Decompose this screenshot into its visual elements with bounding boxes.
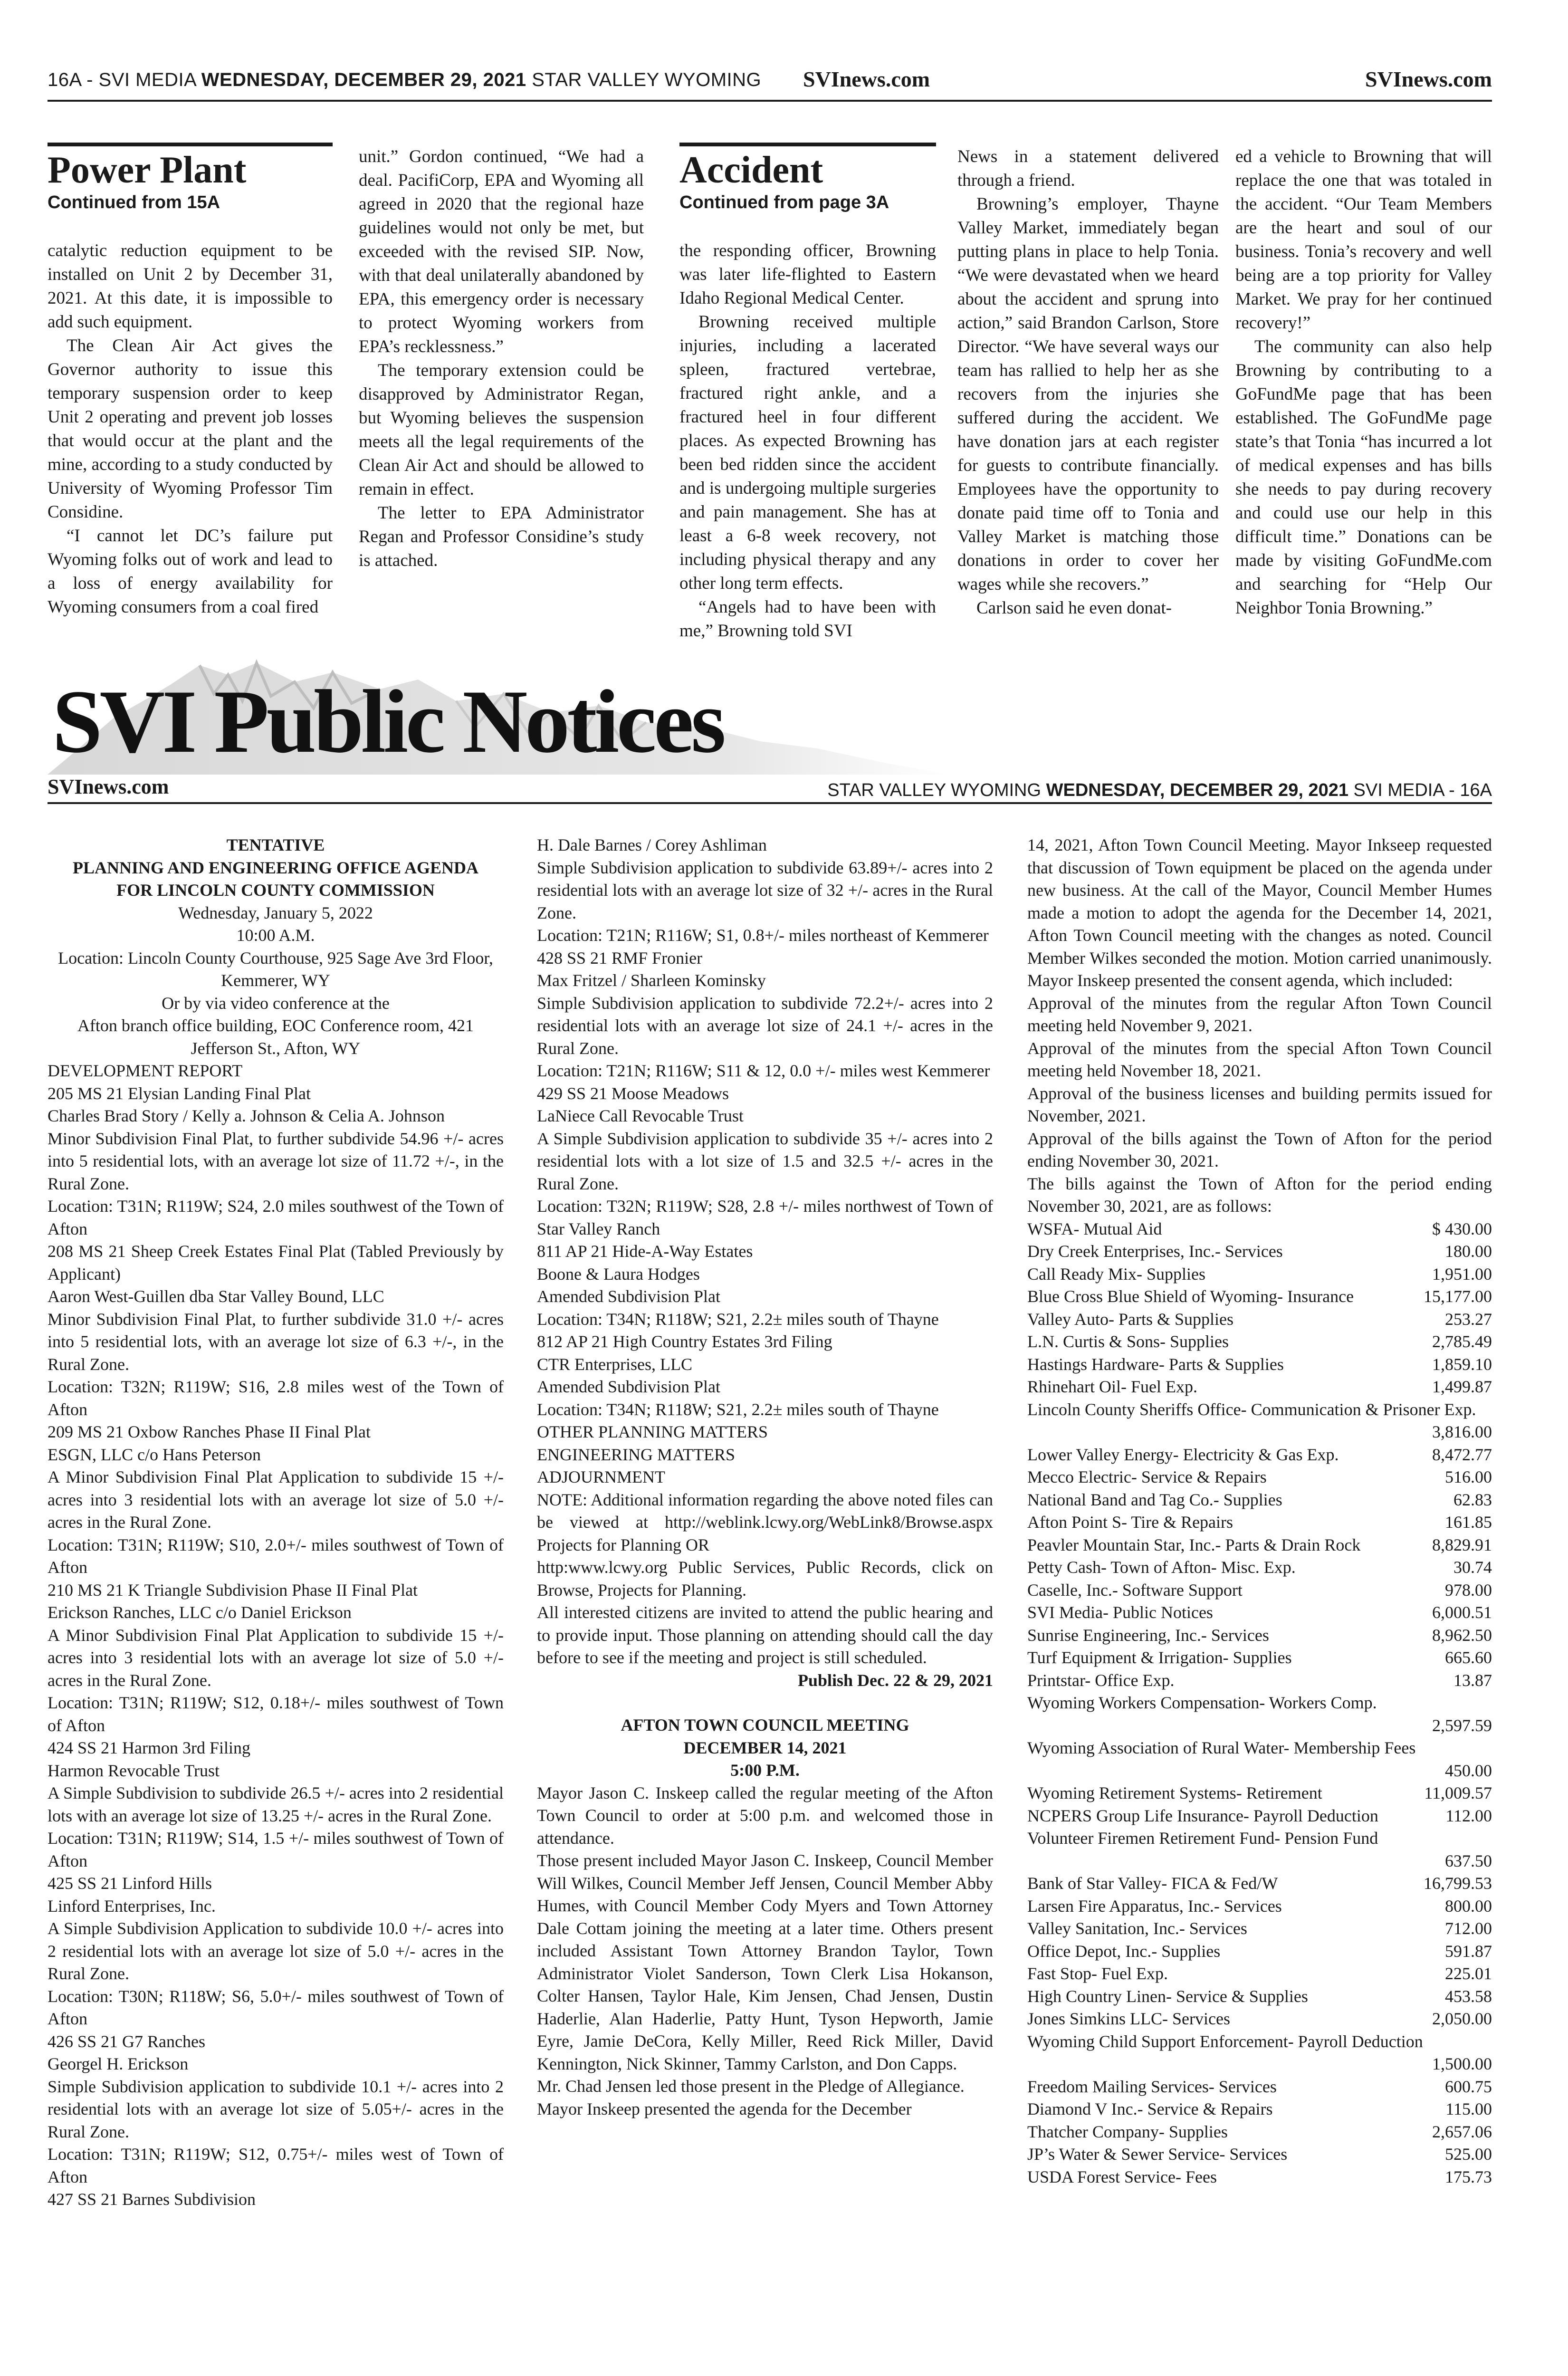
- notice-line: Linford Enterprises, Inc.: [48, 1896, 216, 1916]
- notice-line: Location: T32N; R119W; S28, 2.8 +/- miles northwest of Town of Star Valley Ranch: [537, 1197, 993, 1238]
- paragraph: ed a vehicle to Browning that will replace the one that was totaled in the accident. “Our Team Members are the heart and soul of our business. Tonia’s recovery and well being are a top priority for Valley Market. We pray for her continued recovery!”: [1235, 147, 1492, 333]
- bill-row: [1027, 1218, 1492, 1241]
- banner-dateline: [827, 780, 1492, 801]
- bill-payee: Diamond V Inc.- Service & Repairs: [1027, 2099, 1273, 2118]
- notice-line: The bills against the Town of Afton for the period ending November 30, 2021, are as follows:: [1027, 1174, 1492, 1216]
- bill-row: [1027, 1940, 1492, 1963]
- paragraph: The community can also help Browning by contributing to a GoFundMe page that has been established. The GoFundMe page state’s that Tonia “has incurred a lot of medical expenses and has bills she needs to pay during recovery and could use our help in this difficult time.” Donations can be made by visiting GoFundMe.com and searching for “Help Our Neighbor Tonia Browning.”: [1235, 337, 1492, 618]
- notice-line: 429 SS 21 Moose Meadows: [537, 1083, 729, 1103]
- bill-payee: Valley Sanitation, Inc.- Services: [1027, 1919, 1247, 1938]
- bill-amount: 1,500.00: [1432, 2054, 1492, 2073]
- bill-amount: 15,177.00: [1424, 1287, 1492, 1306]
- notice-line: A Minor Subdivision Final Plat Application to subdivide 15 +/- acres into 3 residential lots with an average lot size of 5.0 +/- acres in the Rural Zone.: [48, 1625, 504, 1690]
- notice-line: Minor Subdivision Final Plat, to further subdivide 54.96 +/- acres into 5 residential lots, with an average lot size of 11.72 +/-, in the Rural Zone.: [48, 1129, 504, 1193]
- notice-line: Max Fritzel / Sharleen Kominsky: [537, 971, 766, 990]
- notice-line: Location: T30N; R118W; S6, 5.0+/- miles southwest of Town of Afton: [48, 1986, 504, 2028]
- notice-line: Location: Lincoln County Courthouse, 925 Sage Ave 3rd Floor, Kemmerer, WY: [58, 948, 493, 990]
- bill-amount: 30.74: [1453, 1558, 1492, 1577]
- notice-line: OTHER PLANNING MATTERS: [537, 1422, 768, 1441]
- bill-payee: Wyoming Association of Rural Water- Membership Fees: [1027, 1738, 1416, 1757]
- bill-payee: Bank of Star Valley- FICA & Fed/W: [1027, 1874, 1278, 1893]
- notice-line: ENGINEERING MATTERS: [537, 1445, 735, 1464]
- notice-line: Charles Brad Story / Kelly a. Johnson & Celia A. Johnson: [48, 1106, 445, 1125]
- bill-row: [1027, 1872, 1492, 1895]
- bill-amount: 637.50: [1445, 1851, 1492, 1870]
- notices-column-3: [1027, 834, 1492, 2188]
- bill-payee: Sunrise Engineering, Inc.- Services: [1027, 1625, 1269, 1645]
- bill-row: [1027, 1285, 1492, 1308]
- bills-list: [1027, 1218, 1492, 2189]
- banner-date: WEDNESDAY, DECEMBER 29, 2021: [1046, 780, 1348, 800]
- bill-amount: 453.58: [1445, 1986, 1492, 2006]
- bill-row: [1027, 1376, 1492, 1399]
- header-site-right[interactable]: SVInews.com: [1365, 67, 1492, 91]
- accident-column-2: [957, 145, 1219, 620]
- bill-amount: 800.00: [1445, 1896, 1492, 1916]
- power-plant-rule: [48, 143, 333, 146]
- banner-rule: [48, 802, 1492, 804]
- notice-line: Boone & Laura Hodges: [537, 1264, 700, 1284]
- notice-heading: Publish Dec. 22 & 29, 2021: [797, 1670, 993, 1690]
- bill-row: [1027, 1263, 1492, 1286]
- bill-amount: $ 430.00: [1432, 1219, 1492, 1238]
- notice-line: Mayor Inskeep presented the agenda for the December: [537, 2099, 912, 2118]
- bill-amount: 112.00: [1445, 1806, 1492, 1825]
- bill-payee: L.N. Curtis & Sons- Supplies: [1027, 1332, 1229, 1351]
- notice-line: Location: T21N; R116W; S1, 0.8+/- miles northeast of Kemmerer: [537, 926, 989, 945]
- bill-row: [1027, 1556, 1492, 1579]
- bill-amount: 175.73: [1445, 2167, 1492, 2186]
- bill-row: [1027, 1782, 1492, 1805]
- notice-line: 10:00 A.M.: [236, 926, 315, 945]
- bill-row: [1027, 1669, 1492, 1692]
- notice-line: Amended Subdivision Plat: [537, 1287, 720, 1306]
- bill-payee: USDA Forest Service- Fees: [1027, 2167, 1217, 2186]
- paragraph: unit.” Gordon continued, “We had a deal. PacifiCorp, EPA and Wyoming all agreed in 2020 that the regional haze guidelines would not only be met, but exceeded with the revised SIP. Now, with that deal unilaterally abandoned by EPA, this emergency order is necessary to protect Wyoming workers from EPA’s recklessness.”: [359, 147, 644, 356]
- bill-amount: 1,859.10: [1432, 1354, 1492, 1374]
- header-location: STAR VALLEY WYOMING: [532, 69, 762, 90]
- bill-payee: Caselle, Inc.- Software Support: [1027, 1580, 1243, 1600]
- notice-line: 209 MS 21 Oxbow Ranches Phase II Final Plat: [48, 1422, 371, 1441]
- bill-row: [1027, 1647, 1492, 1669]
- notice-line: Wednesday, January 5, 2022: [178, 903, 373, 922]
- bill-payee: Afton Point S- Tire & Repairs: [1027, 1513, 1233, 1532]
- notice-line: Aaron West-Guillen dba Star Valley Bound, LLC: [48, 1287, 384, 1306]
- banner-page-label: SVI MEDIA - 16A: [1353, 780, 1492, 800]
- bill-payee: Lincoln County Sheriffs Office- Communication & Prisoner Exp.: [1027, 1399, 1476, 1419]
- bill-amount: 591.87: [1445, 1941, 1492, 1961]
- bill-amount: 2,597.59: [1432, 1715, 1492, 1735]
- notice-line: A Simple Subdivision Application to subdivide 10.0 +/- acres into 2 residential lots with an average lot size of 5.0 +/- acres in the Rural Zone.: [48, 1919, 504, 1983]
- notice-line: Afton branch office building, EOC Conference room, 421 Jefferson St., Afton, WY: [77, 1016, 474, 1058]
- bill-payee: Rhinehart Oil- Fuel Exp.: [1027, 1377, 1197, 1396]
- bill-payee: Call Ready Mix- Supplies: [1027, 1264, 1205, 1284]
- page-header: [48, 67, 1492, 100]
- bill-row: [1027, 1805, 1492, 1828]
- bill-amount: 516.00: [1445, 1467, 1492, 1486]
- notice-line: Location: T31N; R119W; S12, 0.75+/- miles west of Town of Afton: [48, 2145, 504, 2186]
- paragraph: Browning’s employer, Thayne Valley Market, immediately began putting plans in place to help Tonia. “We were devastated when we heard about the accident and sprung into action,” said Brandon Carlson, Store Director. “We have several ways our team has rallied to help her as she recovers from the injuries she suffered during the accident. We have donation jars at each register for guests to contribute financially. Employees have the opportunity to donate paid time off to Tonia and Valley Market is matching those donations in order to cover her wages while she recovers.”: [957, 194, 1219, 594]
- paragraph: The Clean Air Act gives the Governor authority to issue this temporary suspension order to keep Unit 2 operating and prevent job losses that would occur at the plant and the mine, according to a study conducted by University of Wyoming Professor Tim Considine.: [48, 336, 333, 522]
- bill-amount: 11,009.57: [1424, 1783, 1492, 1802]
- header-rule: [48, 100, 1492, 102]
- notice-line: http:www.lcwy.org Public Services, Public Records, click on Browse, Projects for Planning.: [537, 1558, 993, 1600]
- bill-row: [1027, 2031, 1492, 2076]
- bill-payee: Freedom Mailing Services- Services: [1027, 2077, 1277, 2096]
- notice-line: Mr. Chad Jensen led those present in the Pledge of Allegiance.: [537, 2077, 965, 2096]
- notice-line: Location: T31N; R119W; S12, 0.18+/- miles southwest of Town of Afton: [48, 1693, 504, 1735]
- spacer: [537, 1692, 993, 1714]
- notice-line: 210 MS 21 K Triangle Subdivision Phase II Final Plat: [48, 1580, 418, 1600]
- paragraph: the responding officer, Browning was later life-flighted to Eastern Idaho Regional Medical Center.: [679, 241, 936, 308]
- notice-line: Location: T34N; R118W; S21, 2.2± miles south of Thayne: [537, 1399, 939, 1419]
- bill-row: [1027, 1353, 1492, 1376]
- bill-payee: Thatcher Company- Supplies: [1027, 2122, 1228, 2141]
- bill-row: [1027, 1399, 1492, 1444]
- bill-amount: 2,785.49: [1432, 1332, 1492, 1351]
- bill-row: [1027, 1963, 1492, 1985]
- accident-continued: Continued from page 3A: [679, 192, 889, 212]
- bill-row: [1027, 1601, 1492, 1624]
- notice-line: A Minor Subdivision Final Plat Application to subdivide 15 +/- acres into 3 residential lots with an average lot size of 5.0 +/- acres in the Rural Zone.: [48, 1467, 504, 1532]
- bill-row: [1027, 1917, 1492, 1940]
- bill-payee: Lower Valley Energy- Electricity & Gas Exp.: [1027, 1445, 1339, 1464]
- bill-payee: Office Depot, Inc.- Supplies: [1027, 1941, 1221, 1961]
- bill-row: [1027, 2143, 1492, 2166]
- bill-amount: 161.85: [1445, 1513, 1492, 1532]
- power-plant-column-2: [359, 145, 644, 573]
- notice-line: DEVELOPMENT REPORT: [48, 1061, 243, 1080]
- bill-row: [1027, 2098, 1492, 2121]
- bill-row: [1027, 2166, 1492, 2189]
- header-date: WEDNESDAY, DECEMBER 29, 2021: [201, 69, 526, 90]
- paragraph: Browning received multiple injuries, including a lacerated spleen, fractured vertebrae, fractured right ankle, and a fractured heel in four different places. As expected Browning has been bed ridden since the accident and is undergoing multiple surgeries and pain management. She has at least a 6-8 week recovery, not including physical therapy and any other long term effects.: [679, 312, 936, 593]
- notice-line: Or by via video conference at the: [162, 993, 390, 1013]
- header-site-center[interactable]: SVInews.com: [803, 67, 930, 91]
- notice-line: 812 AP 21 High Country Estates 3rd Filing: [537, 1332, 832, 1351]
- notice-line: H. Dale Barnes / Corey Ashliman: [537, 835, 767, 854]
- bill-payee: Peavler Mountain Star, Inc.- Parts & Drain Rock: [1027, 1535, 1361, 1554]
- bill-row: [1027, 1895, 1492, 1918]
- bill-row: [1027, 2076, 1492, 2098]
- bill-payee: Volunteer Firemen Retirement Fund- Pension Fund: [1027, 1829, 1378, 1848]
- bill-amount: 2,657.06: [1432, 2122, 1492, 2141]
- notice-line: ADJOURNMENT: [537, 1467, 665, 1486]
- bill-payee: Fast Stop- Fuel Exp.: [1027, 1964, 1168, 1983]
- notice-heading: FOR LINCOLN COUNTY COMMISSION: [116, 881, 435, 900]
- notice-line: Simple Subdivision application to subdivide 10.1 +/- acres into 2 residential lots with an average lot size of 5.05+/- acres in the Rural Zone.: [48, 2077, 504, 2141]
- power-plant-continued: Continued from 15A: [48, 192, 220, 212]
- bill-amount: 13.87: [1453, 1670, 1492, 1690]
- accident-column-1: [679, 150, 936, 643]
- bill-payee: Dry Creek Enterprises, Inc.- Services: [1027, 1242, 1283, 1261]
- notice-line: Amended Subdivision Plat: [537, 1377, 720, 1396]
- accident-title: Accident: [679, 149, 823, 191]
- bill-amount: 180.00: [1445, 1242, 1492, 1261]
- bill-amount: 253.27: [1445, 1309, 1492, 1329]
- bill-amount: 1,499.87: [1432, 1377, 1492, 1396]
- bill-amount: 600.75: [1445, 2077, 1492, 2096]
- bill-payee: Petty Cash- Town of Afton- Misc. Exp.: [1027, 1558, 1296, 1577]
- bill-row: [1027, 1985, 1492, 2008]
- bill-amount: 712.00: [1445, 1919, 1492, 1938]
- bill-payee: Larsen Fire Apparatus, Inc.- Services: [1027, 1896, 1282, 1916]
- notice-line: 205 MS 21 Elysian Landing Final Plat: [48, 1083, 311, 1103]
- bill-payee: Hastings Hardware- Parts & Supplies: [1027, 1354, 1284, 1374]
- notice-line: ESGN, LLC c/o Hans Peterson: [48, 1445, 261, 1464]
- notice-line: Location: T31N; R119W; S10, 2.0+/- miles southwest of Town of Afton: [48, 1535, 504, 1577]
- bill-payee: NCPERS Group Life Insurance- Payroll Deduction: [1027, 1806, 1378, 1825]
- accident-column-3: [1235, 145, 1492, 620]
- notice-line: 426 SS 21 G7 Ranches: [48, 2031, 205, 2051]
- bill-amount: 8,962.50: [1432, 1625, 1492, 1645]
- power-plant-column-1: [48, 150, 333, 619]
- notice-line: Simple Subdivision application to subdivide 63.89+/- acres into 2 residential lots with an average lot size of 32 +/- acres in the Rural Zone.: [537, 858, 993, 922]
- bill-payee: High Country Linen- Service & Supplies: [1027, 1986, 1308, 2006]
- notice-line: 427 SS 21 Barnes Subdivision: [48, 2190, 256, 2209]
- bill-payee: Blue Cross Blue Shield of Wyoming- Insurance: [1027, 1287, 1354, 1306]
- bill-payee: Turf Equipment & Irrigation- Supplies: [1027, 1648, 1292, 1667]
- bill-amount: 16,799.53: [1424, 1874, 1492, 1893]
- accident-rule: [679, 143, 936, 146]
- bill-row: [1027, 1624, 1492, 1647]
- bill-row: [1027, 2121, 1492, 2144]
- notice-line: 424 SS 21 Harmon 3rd Filing: [48, 1738, 251, 1757]
- bill-row: [1027, 1308, 1492, 1331]
- bill-row: [1027, 2008, 1492, 2031]
- bill-payee: Mecco Electric- Service & Repairs: [1027, 1467, 1267, 1486]
- notice-line: A Simple Subdivision to subdivide 26.5 +/- acres into 2 residential lots with an average lot size of 13.25 +/- acres in the Rural Zone.: [48, 1783, 504, 1825]
- notices-column-1: [48, 834, 504, 2211]
- notice-line: Approval of the bills against the Town of Afton for the period ending November 30, 2021.: [1027, 1129, 1492, 1170]
- power-plant-title: Power Plant: [48, 149, 247, 191]
- public-notices-title: SVI Public Notices: [52, 672, 723, 772]
- bill-payee: Wyoming Retirement Systems- Retirement: [1027, 1783, 1322, 1802]
- bill-amount: 8,829.91: [1432, 1535, 1492, 1554]
- paragraph: catalytic reduction equipment to be installed on Unit 2 by December 31, 2021. At this date, it is impossible to add such equipment.: [48, 241, 333, 332]
- bill-amount: 525.00: [1445, 2145, 1492, 2164]
- bill-payee: Wyoming Child Support Enforcement- Payroll Deduction: [1027, 2031, 1423, 2051]
- notice-line: Mayor Jason C. Inskeep called the regular meeting of the Afton Town Council to order at 5:00 p.m. and welcomed those in attendance.: [537, 1783, 993, 1848]
- notice-line: Those present included Mayor Jason C. Inskeep, Council Member Will Wilkes, Council Member Jeff Jensen, Council Member Abby Humes, with Council Member Cody Myers and Town Attorney Dale Cottam joining the meeting at a later time. Others present included Assistant Town Attorney Brandon Taylor, Town Administrator Violet Sanderson, Town Clerk Lisa Hokanson, Colter Hansen, Taylor Hale, Kim Jensen, Chad Jensen, Dustin Haderlie, Alan Haderlie, Patty Hunt, Tyson Hepworth, Jamie Eyre, Jamie DeCora, Kelly Miller, Reed Rick Miller, David Kennington, Nick Skinner, Tammy Carlston, and Don Capps.: [537, 1851, 993, 2073]
- bill-amount: 1,951.00: [1432, 1264, 1492, 1284]
- bill-amount: 665.60: [1445, 1648, 1492, 1667]
- notice-line: Approval of the business licenses and building permits issued for November, 2021.: [1027, 1083, 1492, 1125]
- notices-column-2: [537, 834, 993, 2120]
- bill-row: [1027, 1579, 1492, 1602]
- bill-payee: Wyoming Workers Compensation- Workers Comp.: [1027, 1693, 1377, 1712]
- bill-amount: 2,050.00: [1432, 2009, 1492, 2028]
- paragraph: “Angels had to have been with me,” Browning told SVI: [679, 597, 936, 641]
- bill-row: [1027, 1511, 1492, 1534]
- banner-location: STAR VALLEY WYOMING: [827, 780, 1042, 800]
- bill-row: [1027, 1489, 1492, 1512]
- notice-line: Approval of the minutes from the special Afton Town Council meeting held November 18, 2021.: [1027, 1038, 1492, 1080]
- notice-line: Location: T34N; R118W; S21, 2.2± miles south of Thayne: [537, 1309, 939, 1329]
- notice-line: CTR Enterprises, LLC: [537, 1354, 692, 1374]
- notice-line: 428 SS 21 RMF Fronier: [537, 948, 703, 968]
- bill-payee: SVI Media- Public Notices: [1027, 1603, 1213, 1622]
- notice-line: Location: T21N; R116W; S11 & 12, 0.0 +/- miles west Kemmerer: [537, 1061, 990, 1080]
- bill-amount: 62.83: [1453, 1490, 1492, 1509]
- bill-amount: 6,000.51: [1432, 1603, 1492, 1622]
- banner-site[interactable]: SVInews.com: [48, 775, 169, 798]
- notice-heading: TENTATIVE: [226, 835, 325, 854]
- notice-line: A Simple Subdivision application to subdivide 35 +/- acres into 2 residential lots with a lot size of 1.5 and 32.5 +/- acres in the Rural Zone.: [537, 1129, 993, 1193]
- council-minutes-continued: [1027, 834, 1492, 1218]
- paragraph: News in a statement delivered through a friend.: [957, 147, 1219, 190]
- bill-payee: Valley Auto- Parts & Supplies: [1027, 1309, 1233, 1329]
- bill-amount: 450.00: [1445, 1761, 1492, 1780]
- notice-line: Approval of the minutes from the regular Afton Town Council meeting held November 9, 2021.: [1027, 993, 1492, 1035]
- public-notices-banner: [48, 656, 1492, 798]
- bill-row: [1027, 1466, 1492, 1489]
- notice-line: Minor Subdivision Final Plat, to further subdivide 31.0 +/- acres into 5 residential lots, with an average lot size of 6.3 +/-, in the Rural Zone.: [48, 1309, 504, 1374]
- bill-payee: Jones Simkins LLC- Services: [1027, 2009, 1230, 2028]
- notice-line: 14, 2021, Afton Town Council Meeting. Mayor Inkseep requested that discussion of Town equipment be placed on the agenda under new business. At the call of the Mayor, Council Member Humes made a motion to adopt the agenda for the December 14, 2021, Afton Town Council meeting with the changes as noted. Council Member Wilkes seconded the motion. Motion carried unanimously. Mayor Inskeep presented the consent agenda, which included:: [1027, 835, 1492, 990]
- bill-amount: 978.00: [1445, 1580, 1492, 1600]
- notice-line: 811 AP 21 Hide-A-Way Estates: [537, 1242, 753, 1261]
- bill-payee: Printstar- Office Exp.: [1027, 1670, 1175, 1690]
- bill-amount: 8,472.77: [1432, 1445, 1492, 1464]
- paragraph: The temporary extension could be disapproved by Administrator Regan, but Wyoming believes the suspension meets all the legal requirements of the Clean Air Act and should be allowed to remain in effect.: [359, 361, 644, 499]
- bill-payee: JP’s Water & Sewer Service- Services: [1027, 2145, 1288, 2164]
- paragraph: The letter to EPA Administrator Regan and Professor Considine’s study is attached.: [359, 503, 644, 570]
- bill-amount: 225.01: [1445, 1964, 1492, 1983]
- notice-heading: PLANNING AND ENGINEERING OFFICE AGENDA: [72, 858, 479, 877]
- notice-line: Simple Subdivision application to subdivide 72.2+/- acres into 2 residential lots with an average lot size of 24.1 +/- acres in the Rural Zone.: [537, 993, 993, 1058]
- bill-row: [1027, 1737, 1492, 1782]
- notice-line: LaNiece Call Revocable Trust: [537, 1106, 744, 1125]
- header-dateline: [48, 69, 761, 91]
- notice-heading: AFTON TOWN COUNCIL MEETING: [621, 1715, 909, 1734]
- bill-row: [1027, 1331, 1492, 1353]
- notice-line: NOTE: Additional information regarding the above noted files can be viewed at http://weblink.lcwy.org/WebLink8/Browse.aspx Projects for Planning OR: [537, 1490, 993, 1554]
- notice-line: 425 SS 21 Linford Hills: [48, 1874, 212, 1893]
- notice-line: 208 MS 21 Sheep Creek Estates Final Plat (Tabled Previously by Applicant): [48, 1242, 504, 1284]
- paragraph: “I cannot let DC’s failure put Wyoming folks out of work and lead to a loss of energy availability for Wyoming consumers from a coal fired: [48, 526, 333, 617]
- bill-payee: National Band and Tag Co.- Supplies: [1027, 1490, 1282, 1509]
- header-page-label: 16A - SVI MEDIA: [48, 69, 196, 90]
- notice-line: Erickson Ranches, LLC c/o Daniel Erickson: [48, 1603, 352, 1622]
- notice-heading: 5:00 P.M.: [730, 1761, 800, 1780]
- paragraph: Carlson said he even donat-: [976, 598, 1172, 618]
- bill-row: [1027, 1692, 1492, 1737]
- notice-line: Location: T32N; R119W; S16, 2.8 miles west of the Town of Afton: [48, 1377, 504, 1419]
- notice-line: Location: T31N; R119W; S14, 1.5 +/- miles southwest of Town of Afton: [48, 1829, 504, 1870]
- bill-amount: 115.00: [1445, 2099, 1492, 2118]
- notice-line: Harmon Revocable Trust: [48, 1761, 220, 1780]
- bill-row: [1027, 1240, 1492, 1263]
- notice-line: Location: T31N; R119W; S24, 2.0 miles southwest of the Town of Afton: [48, 1197, 504, 1238]
- bill-row: [1027, 1534, 1492, 1557]
- bill-row: [1027, 1444, 1492, 1466]
- bill-amount: 3,816.00: [1432, 1422, 1492, 1441]
- bill-payee: WSFA- Mutual Aid: [1027, 1219, 1162, 1238]
- bill-row: [1027, 1827, 1492, 1872]
- notice-line: All interested citizens are invited to attend the public hearing and to provide input. Those planning on attending should call the day before to see if the meeting and project is still scheduled.: [537, 1603, 993, 1667]
- notice-line: Georgel H. Erickson: [48, 2054, 189, 2073]
- notice-heading: DECEMBER 14, 2021: [683, 1738, 847, 1757]
